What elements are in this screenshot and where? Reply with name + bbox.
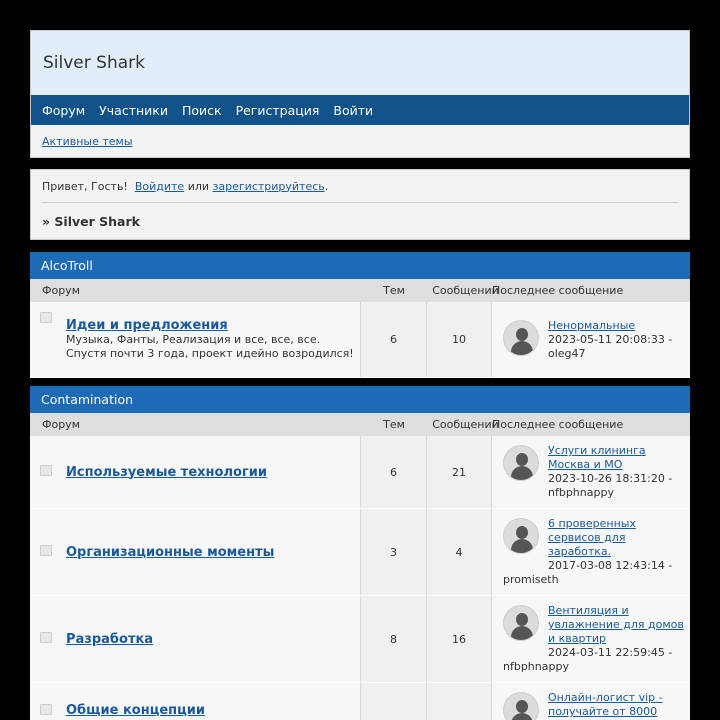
last-post-user: nfbphnappy xyxy=(503,660,569,673)
topics-count: 8 xyxy=(361,596,427,682)
forum-cell xyxy=(30,509,361,595)
forum-read-icon xyxy=(40,465,52,476)
forum-title-link[interactable]: Общие концепции xyxy=(66,703,205,718)
last-post-cell xyxy=(492,596,690,682)
last-post-user: oleg47 xyxy=(548,346,586,360)
forum-row xyxy=(30,436,690,509)
forum-read-icon xyxy=(40,704,52,715)
col-forum: Форум xyxy=(42,284,80,297)
forum-read-icon xyxy=(40,632,52,643)
nav-forum[interactable]: Форум xyxy=(42,102,86,118)
last-post-cell xyxy=(492,436,690,508)
last-post-link[interactable]: Услуги клининга Москва и МО xyxy=(548,444,646,471)
category-header xyxy=(30,252,690,279)
topics-count xyxy=(361,683,427,720)
active-topics-link[interactable]: Активные темы xyxy=(42,134,133,148)
avatar-icon xyxy=(503,518,539,554)
main-navbar xyxy=(31,95,689,125)
col-forum: Форум xyxy=(42,418,80,431)
topics-count: 3 xyxy=(361,509,427,595)
nav-members[interactable]: Участники xyxy=(99,102,168,118)
last-post-link[interactable]: Онлайн-логист vip - получайте от 8000 xyxy=(548,691,663,718)
forum-row xyxy=(30,596,690,683)
posts-count: 10 xyxy=(427,302,492,377)
title-bar xyxy=(31,31,689,95)
last-post-date: 2017-03-08 12:43:14 - xyxy=(548,559,673,572)
last-post-date: 2023-10-26 18:31:20 - xyxy=(548,472,673,485)
column-header xyxy=(30,413,690,436)
last-post-link[interactable]: 6 проверенных сервисов для заработка. xyxy=(548,517,636,558)
forum-title-link[interactable]: Разработка xyxy=(66,631,154,647)
last-post-cell xyxy=(492,302,690,377)
category-header xyxy=(30,386,690,413)
avatar-icon xyxy=(503,605,539,641)
posts-count: 16 xyxy=(427,596,492,682)
welcome-panel xyxy=(30,169,690,240)
nav-search[interactable]: Поиск xyxy=(181,102,222,118)
forum-cell xyxy=(30,302,361,377)
forum-description: Музыка, Фанты, Реализация и все, все, все. Спустя почти 3 года, проект идейно возродился! xyxy=(66,333,354,360)
column-header xyxy=(30,279,690,302)
breadcrumb xyxy=(42,203,678,239)
board-title: Silver Shark xyxy=(43,53,145,73)
avatar-icon xyxy=(503,692,539,720)
posts-count: 21 xyxy=(427,436,492,508)
forum-cell xyxy=(30,436,361,508)
register-link[interactable]: зарегистрируйтесь xyxy=(212,179,325,193)
greeting-row xyxy=(42,170,678,202)
login-link[interactable]: Войдите xyxy=(134,179,185,193)
topics-count: 6 xyxy=(361,436,427,508)
forum-title-link[interactable]: Используемые технологии xyxy=(66,464,267,480)
last-post-user: promiseth xyxy=(503,573,559,586)
forum-read-icon xyxy=(40,312,52,323)
posts-count: 4 xyxy=(427,509,492,595)
board-header xyxy=(30,30,690,158)
last-post-link[interactable]: Вентиляция и увлажнение для домов и квартир xyxy=(548,604,684,645)
forum-cell xyxy=(30,596,361,682)
category-contamination xyxy=(30,386,690,720)
avatar-icon xyxy=(503,320,539,356)
posts-count xyxy=(427,683,492,720)
forum-row xyxy=(30,302,690,378)
last-post-date: 2023-05-11 20:08:33 - xyxy=(548,332,673,346)
forum-title-link[interactable]: Организационные моменты xyxy=(66,544,275,560)
sub-navbar xyxy=(31,125,689,157)
period-text: . xyxy=(324,179,329,193)
col-topics: Тем xyxy=(383,418,405,431)
category-alcotroll xyxy=(30,252,690,378)
or-text: или xyxy=(187,179,210,193)
last-post-date: 2024-03-11 22:59:45 - xyxy=(548,646,673,659)
avatar-icon xyxy=(503,445,539,481)
last-post-cell xyxy=(492,509,690,595)
last-post-link[interactable]: Ненормальные xyxy=(548,318,636,332)
breadcrumb-label: » Silver Shark xyxy=(42,213,140,229)
forum-row xyxy=(30,509,690,596)
forum-title-link[interactable]: Идеи и предложения xyxy=(66,318,228,333)
topics-count: 6 xyxy=(361,302,427,377)
forum-cell xyxy=(30,683,361,720)
forum-read-icon xyxy=(40,545,52,556)
col-last-post: Последнее сообщение xyxy=(492,284,624,297)
greeting-text: Привет, Гость! xyxy=(42,179,128,193)
nav-login[interactable]: Войти xyxy=(333,102,374,118)
last-post-user: nfbphnappy xyxy=(548,486,614,499)
nav-register[interactable]: Регистрация xyxy=(235,102,320,118)
last-post-cell xyxy=(492,683,690,720)
col-last-post: Последнее сообщение xyxy=(492,418,624,431)
col-posts: Сообщений xyxy=(432,284,499,297)
category-title[interactable]: AlcoTroll xyxy=(41,258,93,273)
forum-row xyxy=(30,683,690,720)
col-topics: Тем xyxy=(383,284,405,297)
col-posts: Сообщений xyxy=(432,418,499,431)
category-title[interactable]: Contamination xyxy=(41,392,134,407)
